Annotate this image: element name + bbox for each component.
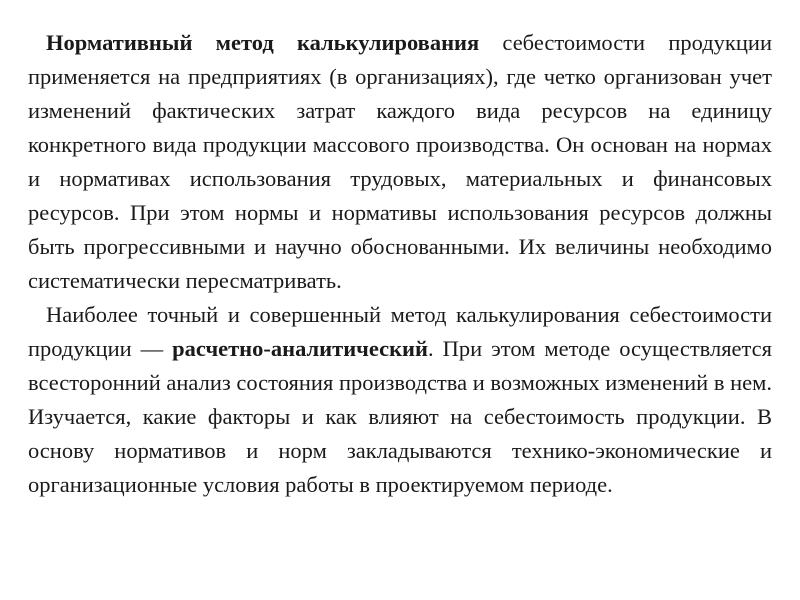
paragraph-1-text: себестоимости продукции применяется на предприятиях (в организациях), где четко организован учет изменений фактических затрат каждого вида ресурсов на единицу конкретного вида продукции массового производства. Он основан на нормах и нормативах использования трудовых, материальных и финансовых ресурсов. При этом нормы и нормативы использования ресурсов должны быть прогрессивными и научно обоснованными. Их величины необходимо систематически пересматривать. <box>28 30 772 293</box>
paragraph-2-text-before: Наиболее точный и совершенный метод калькулирования себестоимости продукции — <box>28 302 772 361</box>
slide-text-body <box>28 26 772 502</box>
paragraph-2-text-after: . При этом методе осуществляется всесторонний анализ состояния производства и возможных изменений в нем. Изучается, какие факторы и как влияют на себестоимость продукции. В основу нормативов и норм закладываются технико-экономические и организационные условия работы в проектируемом периоде. <box>28 336 772 497</box>
term-analytical-method: расчетно-аналитический <box>172 336 428 361</box>
paragraph-normative-method <box>28 26 772 298</box>
paragraph-analytical-method <box>28 298 772 502</box>
term-normative-method: Нормативный метод калькулирования <box>46 30 480 55</box>
